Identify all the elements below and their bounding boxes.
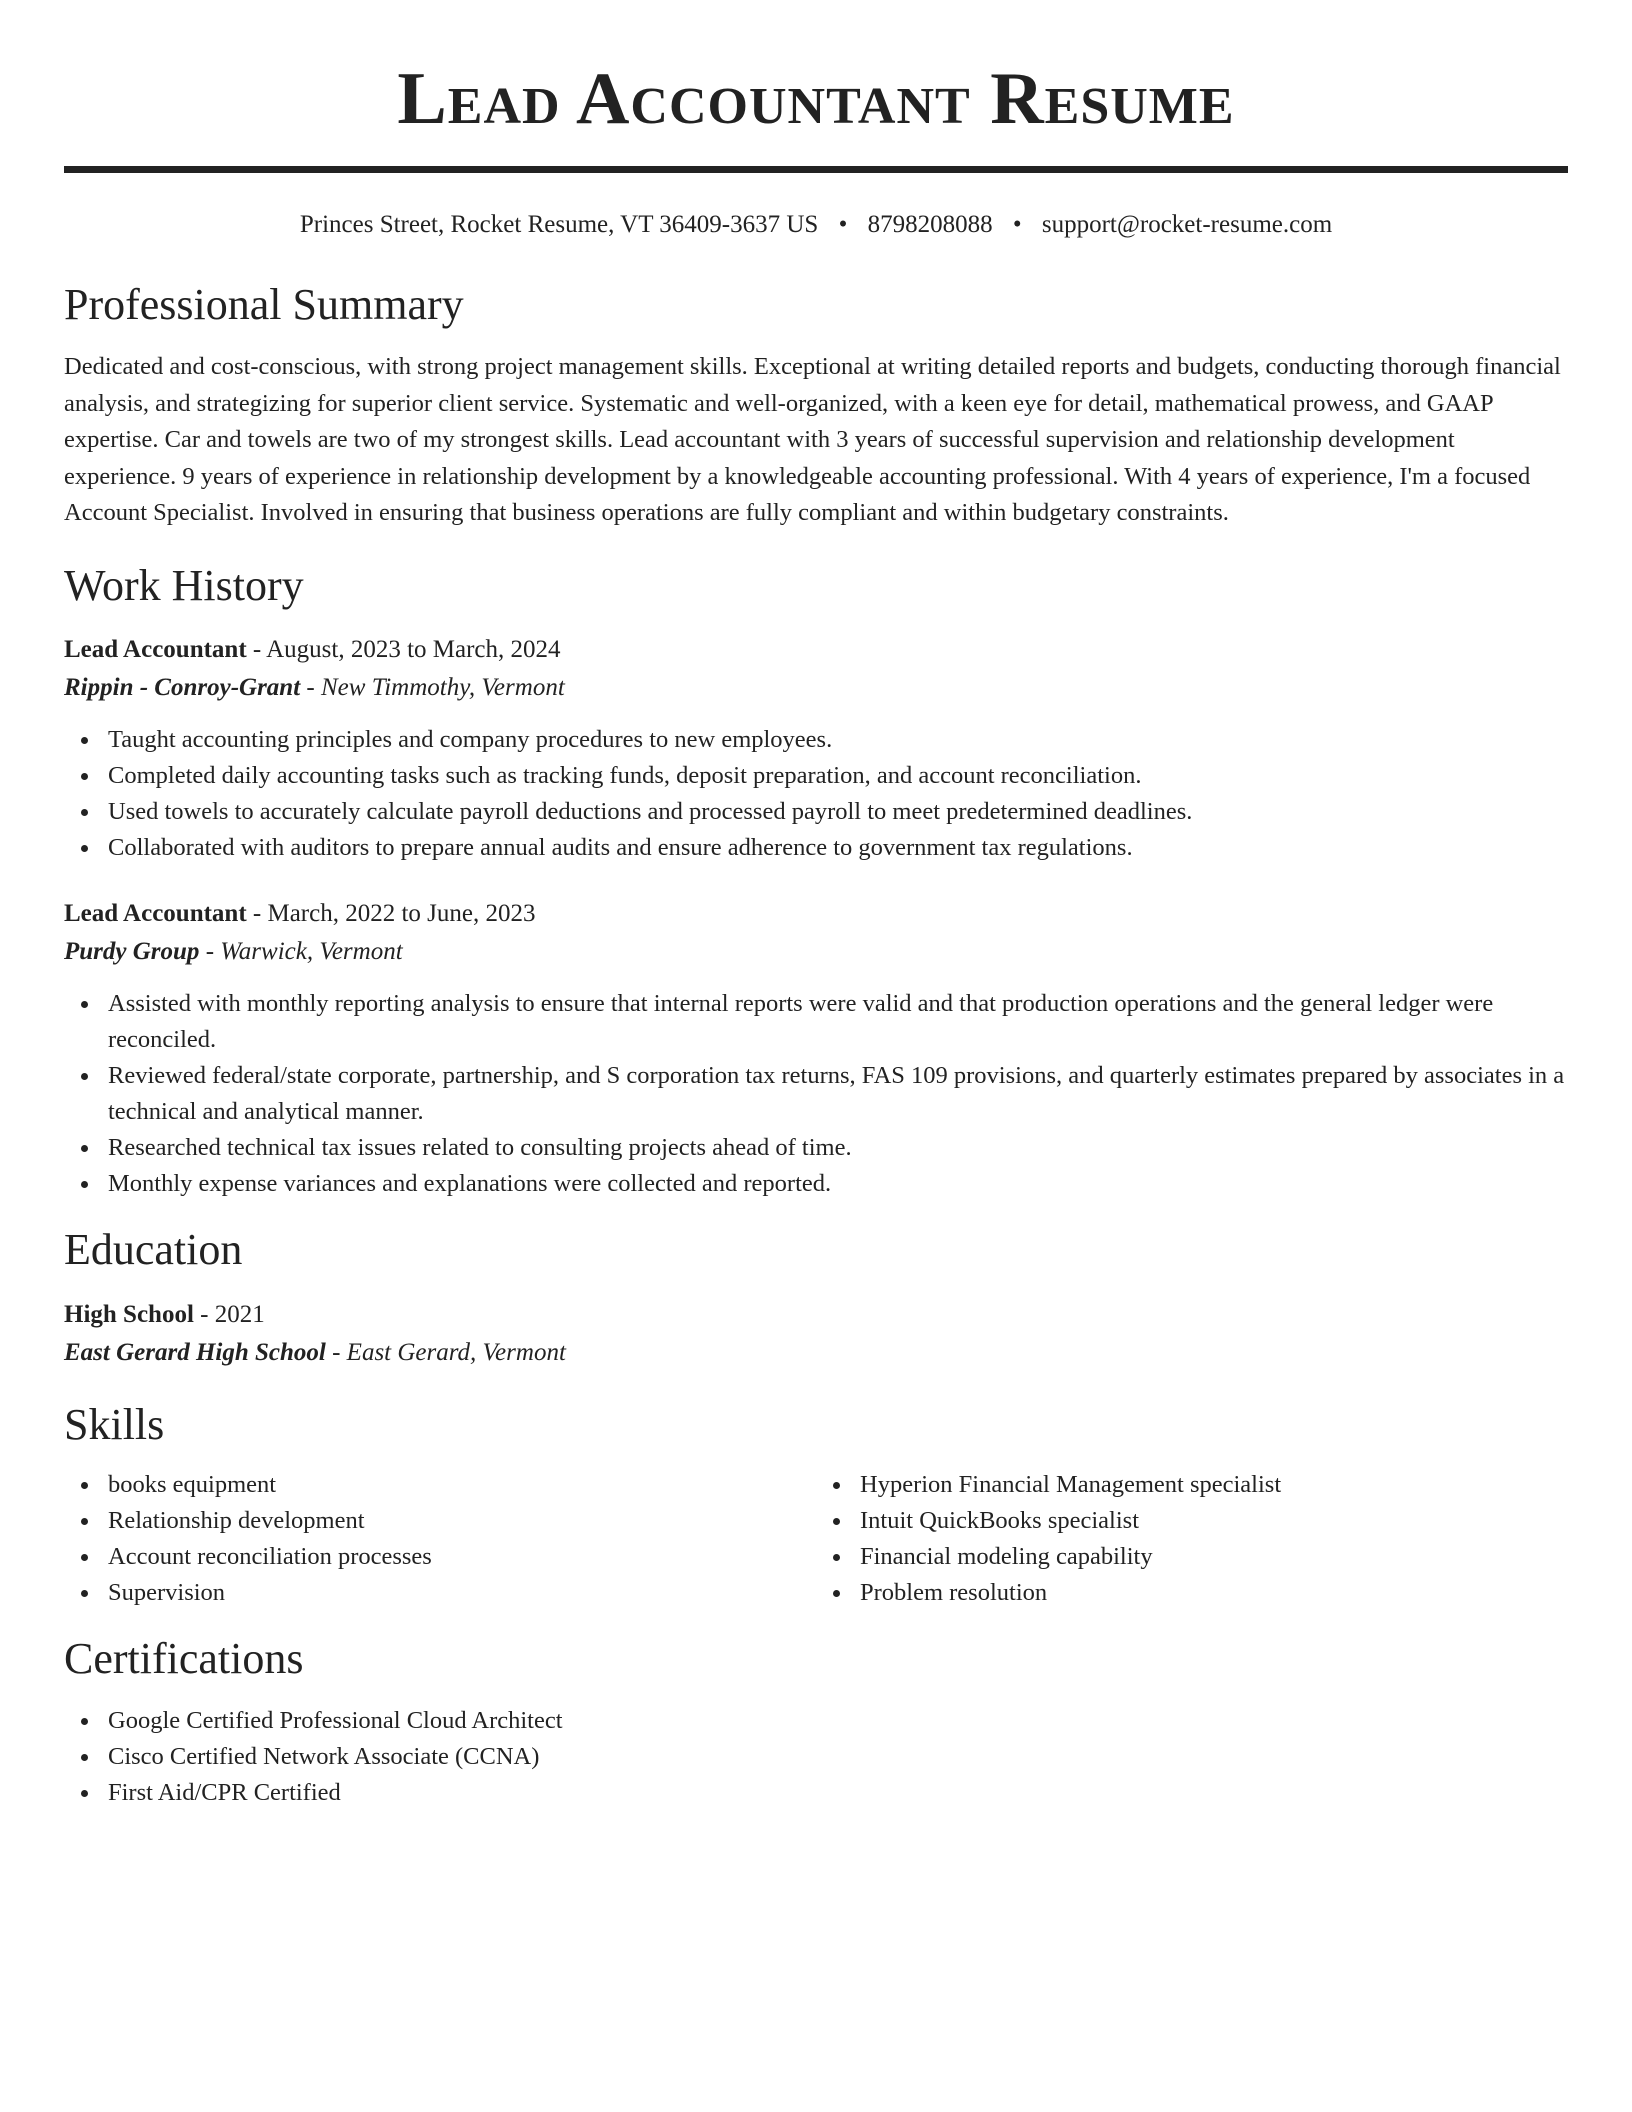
- resume-title: Lead Accountant Resume: [397, 58, 1235, 140]
- job-entry: [64, 898, 1568, 1202]
- list-item: Reviewed federal/state corporate, partnership, and S corporation tax returns, FAS 109 provisions, and quarterly estimates prepared by associates in a technical and analytical manner.: [64, 1058, 1568, 1130]
- skill-item: Problem resolution: [816, 1575, 1568, 1611]
- list-item: Assisted with monthly reporting analysis to ensure that internal reports were valid and that production operations and the general ledger were reconciled.: [64, 986, 1568, 1058]
- job-location: - New Timmothy, Vermont: [300, 674, 565, 702]
- skill-item: Intuit QuickBooks specialist: [816, 1503, 1568, 1539]
- job-dates: - August, 2023 to March, 2024: [246, 636, 561, 664]
- list-item: Collaborated with auditors to prepare annual audits and ensure adherence to government tax regulations.: [64, 830, 1568, 866]
- contact-separator: •: [1012, 211, 1022, 238]
- list-item: Researched technical tax issues related to consulting projects ahead of time.: [64, 1130, 1568, 1166]
- job-company-line: [64, 936, 1568, 968]
- contact-phone: 8798208088: [867, 211, 993, 238]
- summary-heading: Professional Summary: [64, 280, 464, 329]
- certification-item: Cisco Certified Network Associate (CCNA): [64, 1739, 1568, 1775]
- job-dates: - March, 2022 to June, 2023: [246, 900, 536, 928]
- skills-grid: [64, 1467, 1568, 1611]
- education-school-line: [64, 1337, 1568, 1369]
- job-title-line: [64, 898, 1568, 930]
- list-item: Completed daily accounting tasks such as tracking funds, deposit preparation, and account reconciliation.: [64, 758, 1568, 794]
- certification-item: Google Certified Professional Cloud Architect: [64, 1703, 1568, 1739]
- title-divider: [64, 166, 1568, 173]
- job-bullets: [64, 722, 1568, 866]
- job-company-line: [64, 672, 1568, 704]
- skill-item: Account reconciliation processes: [64, 1539, 816, 1575]
- contact-address: Princes Street, Rocket Resume, VT 36409-3637 US: [299, 211, 819, 238]
- education-heading: Education: [64, 1225, 243, 1275]
- certifications-heading: Certifications: [64, 1634, 304, 1684]
- skills-column-left: [64, 1467, 816, 1611]
- job-entry: [64, 634, 1568, 866]
- skills-heading: Skills: [64, 1399, 165, 1449]
- contact-line: [64, 209, 1568, 241]
- education-degree: High School: [64, 1300, 194, 1328]
- education-location: - East Gerard, Vermont: [325, 1338, 566, 1366]
- certification-item: First Aid/CPR Certified: [64, 1775, 1568, 1811]
- skill-item: Hyperion Financial Management specialist: [816, 1467, 1568, 1503]
- skill-item: books equipment: [64, 1467, 816, 1503]
- job-company: Rippin - Conroy-Grant: [64, 674, 301, 702]
- job-title: Lead Accountant: [64, 900, 247, 928]
- skill-item: Financial modeling capability: [816, 1539, 1568, 1575]
- contact-email: support@rocket-resume.com: [1041, 211, 1333, 238]
- job-title: Lead Accountant: [64, 636, 247, 664]
- education-year: - 2021: [193, 1300, 265, 1328]
- skills-column-right: [816, 1467, 1568, 1611]
- skill-item: Relationship development: [64, 1503, 816, 1539]
- summary-text: Dedicated and cost-conscious, with strong project management skills. Exceptional at writing detailed reports and budgets, conducting thorough financial analysis, and strategizing for superior client service. Systematic and well-organized, with a keen eye for detail, mathematical prowess, and GAAP expertise. Car and towels are two of my strongest skills. Lead accountant with 3 years of successful supervision and relationship development experience. 9 years of experience in relationship development by a knowledgeable accounting professional. With 4 years of experience, I'm a focused Account Specialist. Involved in ensuring that business operations are fully compliant and within budgetary constraints.: [64, 353, 1561, 527]
- list-item: Used towels to accurately calculate payroll deductions and processed payroll to meet predetermined deadlines.: [64, 794, 1568, 830]
- education-entry: [64, 1299, 1568, 1369]
- list-item: Taught accounting principles and company procedures to new employees.: [64, 722, 1568, 758]
- job-company: Purdy Group: [64, 938, 200, 966]
- list-item: Monthly expense variances and explanations were collected and reported.: [64, 1166, 1568, 1202]
- job-bullets: [64, 986, 1568, 1202]
- job-title-line: [64, 634, 1568, 666]
- work-history-heading: Work History: [64, 560, 304, 610]
- job-location: - Warwick, Vermont: [199, 938, 403, 966]
- education-school: East Gerard High School: [64, 1338, 326, 1366]
- education-degree-line: [64, 1299, 1568, 1331]
- skill-item: Supervision: [64, 1575, 816, 1611]
- contact-separator: •: [838, 211, 848, 238]
- certifications-list: [64, 1703, 1568, 1811]
